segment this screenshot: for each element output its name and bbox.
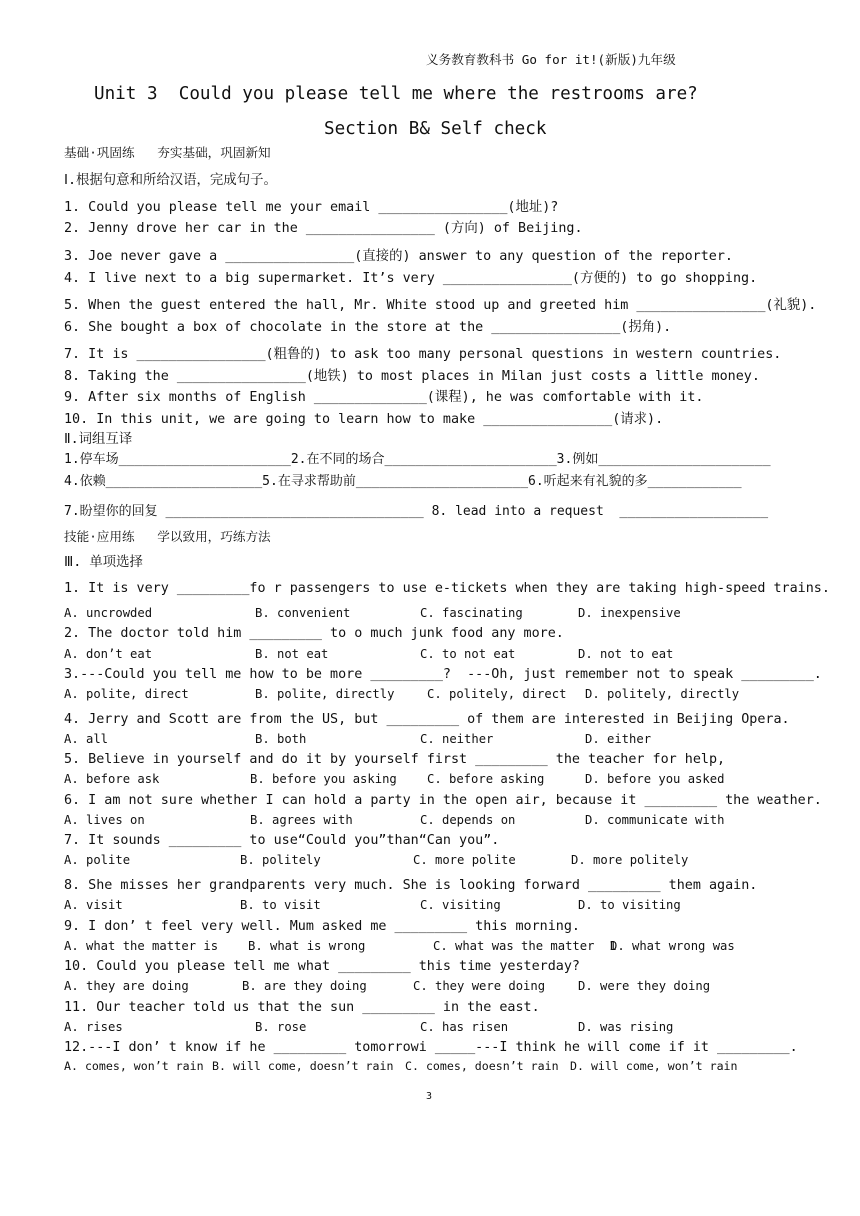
mcq-option: C. before asking — [427, 772, 545, 786]
part2-heading: Ⅱ.词组互译 — [64, 432, 133, 447]
part1-item: 3. Joe never gave a ________________(直接的) answer to any question of the reporter. — [64, 249, 733, 264]
part1-item: 2. Jenny drove her car in the ________________ (方向) of Beijing. — [64, 221, 583, 236]
mcq-option: B. rose — [255, 1020, 307, 1034]
mcq-question: 12.---I don’ t know if he _________ tomorrowi _____---I think he will come if it _________. — [64, 1040, 798, 1055]
mcq-option: D. before you asked — [585, 772, 725, 786]
mcq-option: D. will come, won’t rain — [570, 1059, 738, 1073]
mcq-option: D. either — [585, 732, 652, 746]
part2-row: 4.依赖____________________5.在寻求帮助前______________________6.听起来有礼貌的多____________ — [64, 474, 742, 489]
mcq-option: A. polite, direct — [64, 687, 189, 701]
mcq-option: C. neither — [420, 732, 494, 746]
mcq-option: D. to visiting — [578, 898, 681, 912]
mcq-option: B. agrees with — [250, 813, 353, 827]
part1-item: 1. Could you please tell me your email ________________(地址)? — [64, 200, 559, 215]
mcq-question: 7. It sounds _________ to use“Could you”than“Can you”. — [64, 833, 500, 848]
mcq-option: C. fascinating — [420, 606, 523, 620]
mcq-option: A. visit — [64, 898, 123, 912]
mcq-option: A. before ask — [64, 772, 160, 786]
mcq-option: B. what is wrong — [248, 939, 366, 953]
mcq-option: A. polite — [64, 853, 131, 867]
mcq-option: A. rises — [64, 1020, 123, 1034]
part2-row: 7.盼望你的回复 _________________________________ 8. lead into a request ___________________ — [64, 504, 769, 519]
mcq-option: B. not eat — [255, 647, 329, 661]
page-number: 3 — [426, 1091, 433, 1102]
mcq-option: D. politely, directly — [585, 687, 740, 701]
mcq-option: B. before you asking — [250, 772, 397, 786]
unit-title: Unit 3 Could you please tell me where the restrooms are? — [94, 84, 698, 104]
part1-heading: Ⅰ.根据句意和所给汉语，完成句子。 — [64, 173, 277, 188]
mcq-question: 11. Our teacher told us that the sun _________ in the east. — [64, 1000, 540, 1015]
section-skill-label: 技能·应用练 学以致用，巧练方法 — [64, 529, 271, 544]
mcq-option: C. visiting — [420, 898, 501, 912]
mcq-question: 2. The doctor told him _________ to o much junk food any more. — [64, 626, 564, 641]
mcq-option: C. comes, doesn’t rain — [405, 1059, 559, 1073]
mcq-option: C. they were doing — [413, 979, 546, 993]
mcq-option: A. comes, won’t rain — [64, 1059, 204, 1073]
mcq-option: D. not to eat — [578, 647, 674, 661]
mcq-option: C. has risen — [420, 1020, 509, 1034]
part1-item: 4. I live next to a big supermarket. It’s very ________________(方便的) to go shopping. — [64, 271, 758, 286]
part1-item: 8. Taking the ________________(地铁) to most places in Milan just costs a little money. — [64, 369, 760, 384]
mcq-option: B. to visit — [240, 898, 321, 912]
mcq-option: C. what was the matter 1 — [433, 939, 617, 953]
mcq-question: 5. Believe in yourself and do it by yourself first _________ the teacher for help, — [64, 752, 726, 767]
part1-item: 7. It is ________________(粗鲁的) to ask too many personal questions in western countries. — [64, 347, 782, 362]
part1-item: 6. She bought a box of chocolate in the store at the ________________(拐角). — [64, 320, 672, 335]
part1-item: 9. After six months of English ______________(课程), he was comfortable with it. — [64, 390, 704, 405]
mcq-option: A. all — [64, 732, 109, 746]
mcq-question: 6. I am not sure whether I can hold a party in the open air, because it _________ the weather. — [64, 793, 822, 808]
part1-item: 5. When the guest entered the hall, Mr. White stood up and greeted him ________________(礼貌). — [64, 298, 817, 313]
mcq-option: B. both — [255, 732, 307, 746]
part1-item: 10. In this unit, we are going to learn how to make ________________(请求). — [64, 412, 664, 427]
mcq-option: A. they are doing — [64, 979, 189, 993]
mcq-question: 10. Could you please tell me what _________ this time yesterday? — [64, 959, 580, 974]
mcq-option: D. were they doing — [578, 979, 711, 993]
mcq-option: D. what wrong was — [610, 939, 735, 953]
section-basic-label: 基础·巩固练 夯实基础，巩固新知 — [64, 145, 271, 160]
mcq-option: A. don’t eat — [64, 647, 153, 661]
mcq-option: B. will come, doesn’t rain — [212, 1059, 394, 1073]
mcq-question: 9. I don’ t feel very well. Mum asked me _________ this morning. — [64, 919, 580, 934]
mcq-option: C. depends on — [420, 813, 516, 827]
section-title: Section B& Self check — [324, 119, 547, 139]
part3-heading: Ⅲ. 单项选择 — [64, 555, 143, 570]
mcq-question: 1. It is very _________fo r passengers to use e-tickets when they are taking high-speed trains. — [64, 581, 830, 596]
page-header: 义务教育教科书 Go for it!(新版)九年级 — [426, 52, 676, 67]
mcq-option: C. politely, direct — [427, 687, 567, 701]
mcq-option: B. polite, directly — [255, 687, 395, 701]
mcq-option: D. more politely — [571, 853, 689, 867]
mcq-question: 3.---Could you tell me how to be more _________? ---Oh, just remember not to speak _________. — [64, 667, 822, 682]
mcq-option: D. was rising — [578, 1020, 674, 1034]
mcq-option: D. inexpensive — [578, 606, 681, 620]
mcq-question: 4. Jerry and Scott are from the US, but _________ of them are interested in Beijing Opera. — [64, 712, 790, 727]
mcq-option: D. communicate with — [585, 813, 725, 827]
mcq-option: C. more polite — [413, 853, 516, 867]
mcq-option: B. politely — [240, 853, 321, 867]
mcq-option: A. uncrowded — [64, 606, 153, 620]
mcq-option: B. convenient — [255, 606, 351, 620]
mcq-question: 8. She misses her grandparents very much. She is looking forward _________ them again. — [64, 878, 758, 893]
mcq-option: A. lives on — [64, 813, 145, 827]
part2-row: 1.停车场______________________2.在不同的场合______________________3.例如______________________ — [64, 452, 771, 467]
mcq-option: B. are they doing — [242, 979, 367, 993]
mcq-option: A. what the matter is — [64, 939, 219, 953]
mcq-option: C. to not eat — [420, 647, 516, 661]
